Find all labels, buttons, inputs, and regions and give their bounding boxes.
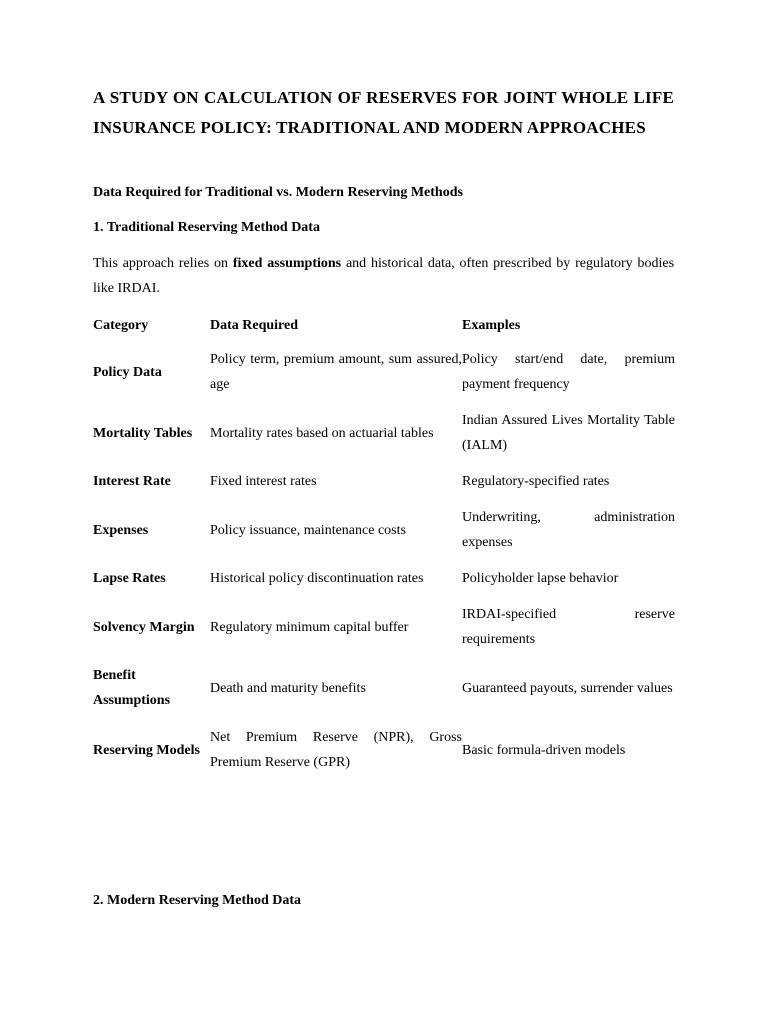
table-row	[93, 341, 675, 403]
row-data-required: Net Premium Reserve (NPR), Gross Premium Reserve (GPR)	[210, 730, 462, 770]
row-category: Interest Rate	[93, 474, 171, 489]
row-category: Policy Data	[93, 364, 162, 380]
table-header-row	[93, 309, 675, 341]
table-row	[93, 597, 675, 657]
row-category: Benefit Assumptions	[93, 668, 171, 708]
row-data-required: Policy term, premium amount, sum assured, age	[210, 352, 462, 392]
row-examples: Basic formula-driven models	[462, 742, 626, 758]
row-category: Mortality Tables	[93, 425, 193, 441]
table-row	[93, 657, 675, 719]
intro-emphasis: fixed assumptions	[232, 256, 342, 271]
row-data-required: Mortality rates based on actuarial tables	[210, 425, 434, 441]
row-category: Reserving Models	[93, 742, 200, 758]
section-1-heading: 1. Traditional Reserving Method Data	[93, 220, 320, 235]
section-2-heading: 2. Modern Reserving Method Data	[93, 893, 302, 908]
row-examples: Policy start/end date, premium payment frequency	[462, 352, 675, 392]
row-category: Lapse Rates	[93, 571, 166, 586]
intro-paragraph	[93, 251, 674, 301]
row-examples: Regulatory-specified rates	[462, 474, 610, 489]
header-examples: Examples	[462, 317, 521, 333]
row-data-required: Fixed interest rates	[210, 474, 317, 489]
row-data-required: Regulatory minimum capital buffer	[210, 619, 409, 635]
row-examples: Policyholder lapse behavior	[462, 571, 619, 586]
traditional-data-table	[93, 309, 675, 781]
row-data-required: Death and maturity benefits	[210, 680, 366, 696]
row-examples: IRDAI-specified reserve requirements	[462, 607, 675, 647]
table-row	[93, 719, 675, 781]
section-subtitle: Data Required for Traditional vs. Modern Reserving Methods	[93, 185, 463, 200]
table-row	[93, 560, 675, 597]
row-data-required: Policy issuance, maintenance costs	[210, 522, 406, 538]
row-examples: Indian Assured Lives Mortality Table (IALM)	[462, 413, 675, 453]
row-category: Expenses	[93, 522, 149, 538]
row-examples: Underwriting, administration expenses	[462, 510, 675, 550]
row-examples: Guaranteed payouts, surrender values	[462, 680, 673, 696]
intro-text-after: and historical data, often prescribed by regulatory bodies like IRDAI.	[93, 256, 675, 296]
table-row	[93, 500, 675, 560]
row-data-required: Historical policy discontinuation rates	[210, 571, 424, 586]
document-page	[93, 0, 674, 1024]
header-data-required: Data Required	[210, 317, 299, 333]
table-row	[93, 403, 675, 463]
table-row	[93, 463, 675, 500]
intro-text-before: This approach relies on	[93, 256, 233, 271]
row-category: Solvency Margin	[93, 619, 195, 635]
document-title: A STUDY ON CALCULATION OF RESERVES FOR JOINT WHOLE LIFE INSURANCE POLICY: TRADITIONAL AND MODERN APPROACHES	[93, 88, 674, 137]
header-category: Category	[93, 317, 149, 333]
